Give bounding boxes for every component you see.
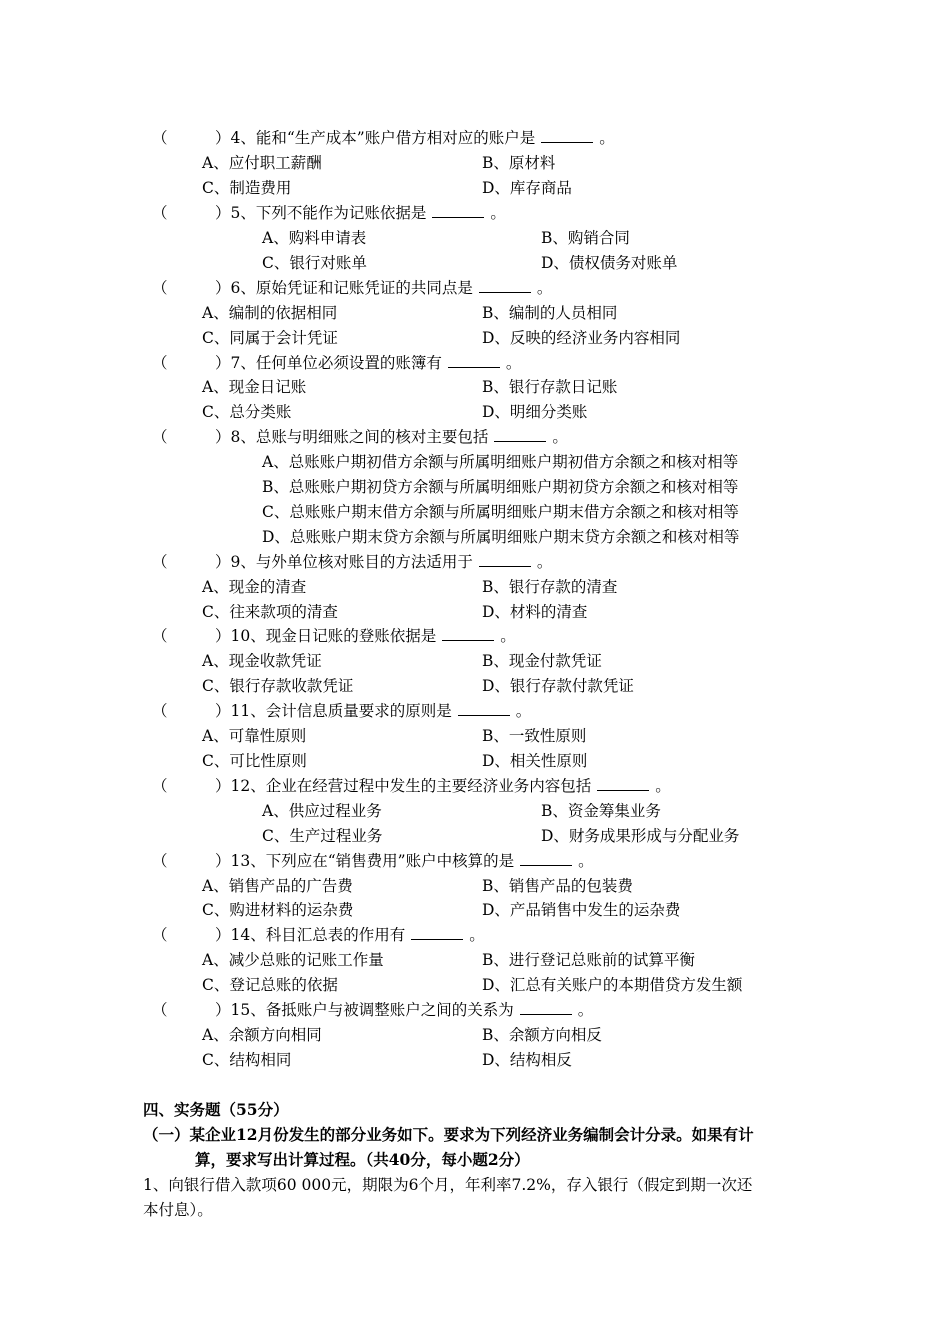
option: A、供应过程业务 <box>262 802 382 820</box>
answer-blank <box>442 626 494 641</box>
subsection-heading-cont: 算，要求写出计算过程。（共40分，每小题2分） <box>195 1150 530 1169</box>
option: B、现金付款凭证 <box>482 652 602 670</box>
answer-paren: （ <box>152 129 168 147</box>
question-stem: ）4、能和“生产成本”账户借方相对应的账户是 。 <box>215 129 615 147</box>
question-stem: ）8、总账与明细账之间的核对主要包括 。 <box>215 428 568 446</box>
practice-item-1: 1、向银行借入款项60 000元，期限为6个月，年利率7.2%，存入银行（假定到期一次还 <box>143 1176 753 1194</box>
answer-paren: （ <box>152 204 168 222</box>
answer-blank <box>411 925 463 940</box>
answer-blank <box>479 552 531 567</box>
option: D、总账账户期末贷方余额与所属明细账户期末贷方余额之和核对相等 <box>262 528 740 546</box>
answer-blank <box>494 427 546 442</box>
option: D、明细分类账 <box>482 403 588 421</box>
answer-blank <box>432 203 484 218</box>
answer-paren: （ <box>152 354 168 372</box>
option: B、进行登记总账前的试算平衡 <box>482 951 695 969</box>
option: C、往来款项的清查 <box>202 603 338 621</box>
option: D、结构相反 <box>482 1051 572 1069</box>
option: C、生产过程业务 <box>262 827 383 845</box>
option: D、财务成果形成与分配业务 <box>541 827 740 845</box>
option: A、编制的依据相同 <box>202 304 338 322</box>
answer-blank <box>520 1000 572 1015</box>
option: A、购料申请表 <box>262 229 367 247</box>
option: B、银行存款的清查 <box>482 578 618 596</box>
option: C、制造费用 <box>202 179 292 197</box>
answer-paren: （ <box>152 702 168 720</box>
question-stem: ）6、原始凭证和记账凭证的共同点是 。 <box>215 279 553 297</box>
option: A、应付职工薪酬 <box>202 154 322 172</box>
answer-paren: （ <box>152 852 168 870</box>
answer-paren: （ <box>152 553 168 571</box>
answer-paren: （ <box>152 627 168 645</box>
question-stem: ）14、科目汇总表的作用有 。 <box>215 926 485 944</box>
option: B、银行存款日记账 <box>482 378 618 396</box>
option: B、原材料 <box>482 154 556 172</box>
option: D、反映的经济业务内容相同 <box>482 329 681 347</box>
answer-blank <box>541 128 593 143</box>
option: C、银行存款收款凭证 <box>202 677 354 695</box>
option: A、总账账户期初借方余额与所属明细账户期初借方余额之和核对相等 <box>262 453 739 471</box>
answer-blank <box>597 776 649 791</box>
answer-blank <box>458 701 510 716</box>
answer-paren: （ <box>152 926 168 944</box>
option: A、减少总账的记账工作量 <box>202 951 384 969</box>
option: D、银行存款付款凭证 <box>482 677 634 695</box>
option: B、编制的人员相同 <box>482 304 618 322</box>
option: B、总账账户期初贷方余额与所属明细账户期初贷方余额之和核对相等 <box>262 478 739 496</box>
answer-paren: （ <box>152 1001 168 1019</box>
option: C、登记总账的依据 <box>202 976 338 994</box>
option: C、总账账户期末借方余额与所属明细账户期末借方余额之和核对相等 <box>262 503 739 521</box>
option: D、产品销售中发生的运杂费 <box>482 901 681 919</box>
option: A、余额方向相同 <box>202 1026 322 1044</box>
option: B、销售产品的包装费 <box>482 877 633 895</box>
option: B、余额方向相反 <box>482 1026 602 1044</box>
option: B、资金筹集业务 <box>541 802 661 820</box>
option: D、债权债务对账单 <box>541 254 678 272</box>
option: A、销售产品的广告费 <box>202 877 353 895</box>
option: B、购销合同 <box>541 229 630 247</box>
question-stem: ）10、现金日记账的登账依据是 。 <box>215 627 516 645</box>
option: C、银行对账单 <box>262 254 367 272</box>
question-stem: ）13、下列应在“销售费用”账户中核算的是 。 <box>215 852 594 870</box>
section-heading: 四、实务题（55分） <box>143 1100 289 1119</box>
practice-item-1-cont: 本付息）。 <box>143 1201 213 1219</box>
subsection-heading: （一）某企业12月份发生的部分业务如下。要求为下列经济业务编制会计分录。如果有计 <box>143 1125 754 1144</box>
option: A、现金收款凭证 <box>202 652 322 670</box>
question-stem: ）7、任何单位必须设置的账簿有 。 <box>215 354 522 372</box>
question-stem: ）15、备抵账户与被调整账户之间的关系为 。 <box>215 1001 594 1019</box>
option: C、总分类账 <box>202 403 292 421</box>
option: C、同属于会计凭证 <box>202 329 338 347</box>
option: A、可靠性原则 <box>202 727 307 745</box>
question-stem: ）5、下列不能作为记账依据是 。 <box>215 204 506 222</box>
option: D、相关性原则 <box>482 752 588 770</box>
option: D、汇总有关账户的本期借贷方发生额 <box>482 976 743 994</box>
option: D、库存商品 <box>482 179 572 197</box>
answer-blank <box>448 353 500 368</box>
answer-paren: （ <box>152 279 168 297</box>
answer-paren: （ <box>152 428 168 446</box>
question-stem: ）12、企业在经营过程中发生的主要经济业务内容包括 。 <box>215 777 671 795</box>
option: C、购进材料的运杂费 <box>202 901 354 919</box>
option: B、一致性原则 <box>482 727 587 745</box>
answer-blank <box>479 278 531 293</box>
option: A、现金日记账 <box>202 378 307 396</box>
question-stem: ）9、与外单位核对账目的方法适用于 。 <box>215 553 553 571</box>
option: A、现金的清查 <box>202 578 307 596</box>
option: D、材料的清查 <box>482 603 588 621</box>
answer-paren: （ <box>152 777 168 795</box>
question-stem: ）11、会计信息质量要求的原则是 。 <box>215 702 532 720</box>
answer-blank <box>520 851 572 866</box>
option: C、可比性原则 <box>202 752 307 770</box>
option: C、结构相同 <box>202 1051 292 1069</box>
